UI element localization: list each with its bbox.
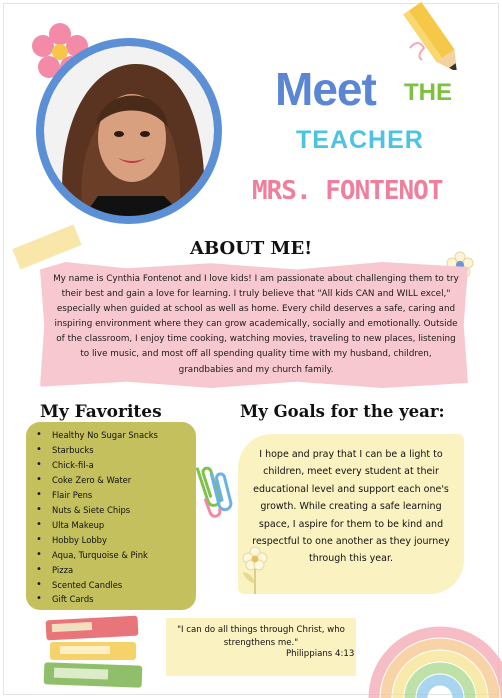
title-the: THE xyxy=(404,79,452,106)
favorites-list xyxy=(34,428,158,607)
goals-text: I hope and pray that I can be a light to children, meet every student at their educational level and support each one's growth. While creating a safe learning space, I aspire for them to be kind and respectful to one another as they journey through this year. xyxy=(252,449,450,565)
title-meet: Meet xyxy=(275,63,376,115)
list-item: • Gift Cards xyxy=(34,592,158,607)
books-icon xyxy=(40,612,150,698)
list-item: • Aqua, Turquoise & Pink xyxy=(34,548,158,563)
quote-reference: Philippians 4:13 xyxy=(286,649,355,659)
about-text: My name is Cynthia Fontenot and I love kids! I am passionate about challenging them to try their best and gain a love for learning. I truly believe that "All kids CAN and WILL excel," especially when guided at school as well as home. Every child deserves a safe, caring and inspiring environment where they can grow academically, socially and emotionally. Outside of the classroom, I enjoy time cooking, watching movies, traveling to new places, listening to live music, and most off all spending quality time with my husband, children, grandbabies and my church family. xyxy=(53,274,459,375)
pencil-icon xyxy=(392,0,492,70)
title-teacher: TEACHER xyxy=(296,126,424,154)
goals-heading: My Goals for the year: xyxy=(240,402,445,421)
about-heading: ABOUT ME! xyxy=(190,238,313,259)
list-item: • Starbucks xyxy=(34,443,158,458)
paperclip-icon xyxy=(194,458,236,522)
rainbow-icon xyxy=(366,596,502,698)
list-item: • Healthy No Sugar Snacks xyxy=(34,428,158,443)
list-item: • Hobby Lobby xyxy=(34,533,158,548)
list-item: • Scented Candles xyxy=(34,578,158,593)
favorites-heading: My Favorites xyxy=(40,402,162,422)
list-item: • Flair Pens xyxy=(34,488,158,503)
teacher-photo xyxy=(44,46,214,216)
list-item: • Chick-fil-a xyxy=(34,458,158,473)
quote-text: "I can do all things through Christ, who strengthens me." xyxy=(177,625,345,648)
list-item: • Ulta Makeup xyxy=(34,518,158,533)
list-item: • Nuts & Siete Chips xyxy=(34,503,158,518)
list-item: • Pizza xyxy=(34,563,158,578)
teacher-name: MRS. FONTENOT xyxy=(252,176,443,206)
list-item: • Coke Zero & Water xyxy=(34,473,158,488)
